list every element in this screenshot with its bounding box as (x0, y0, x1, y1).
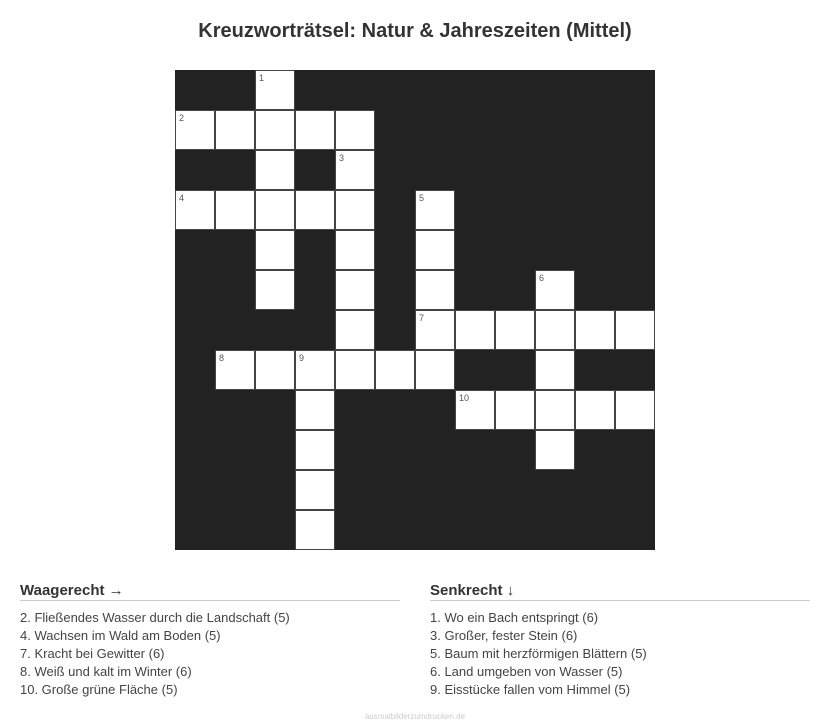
crossword-cell[interactable] (335, 110, 375, 150)
puzzle-title: Kreuzworträtsel: Natur & Jahreszeiten (Mittel) (198, 20, 632, 42)
clue-item: 8. Weiß und kalt im Winter (6) (20, 664, 192, 679)
clue-number: 4 (179, 193, 185, 203)
crossword-cell[interactable] (415, 310, 455, 350)
crossword-cell[interactable] (335, 230, 375, 270)
clue-number: 2 (179, 113, 185, 123)
down-clue-list (430, 609, 810, 699)
crossword-cell[interactable] (415, 230, 455, 270)
across-heading (20, 582, 400, 601)
footer-watermark: ausmalbilderzumdrucken.de (364, 712, 466, 721)
across-clues-section (20, 582, 400, 699)
arrow-down-icon: ↓ (506, 582, 515, 599)
clue-item: 9. Eisstücke fallen vom Himmel (5) (430, 682, 631, 697)
crossword-cell[interactable] (175, 190, 215, 230)
crossword-cell[interactable] (175, 110, 215, 150)
crossword-cell[interactable] (255, 190, 295, 230)
crossword-cell[interactable] (455, 390, 495, 430)
clue-item: 4. Wachsen im Wald am Boden (5) (20, 628, 221, 643)
crossword-cell[interactable] (255, 270, 295, 310)
crossword-cell[interactable] (335, 190, 375, 230)
crossword-cell[interactable] (415, 270, 455, 310)
crossword-cell[interactable] (255, 150, 295, 190)
crossword-cell[interactable] (495, 390, 535, 430)
clue-number: 1 (259, 73, 265, 83)
crossword-cell[interactable] (335, 270, 375, 310)
crossword-cell[interactable] (575, 390, 615, 430)
clue-number: 7 (419, 313, 425, 323)
across-clue-list (20, 609, 400, 699)
crossword-cell[interactable] (615, 390, 655, 430)
clue-number: 5 (419, 193, 425, 203)
crossword-cell[interactable] (495, 310, 535, 350)
down-heading-label: Senkrecht (430, 582, 503, 599)
crossword-cell[interactable] (295, 350, 335, 390)
down-heading (430, 582, 810, 601)
crossword-cell[interactable] (575, 310, 615, 350)
crossword-cell[interactable] (295, 190, 335, 230)
clue-number: 8 (219, 353, 225, 363)
crossword-cell[interactable] (535, 310, 575, 350)
crossword-cell[interactable] (375, 350, 415, 390)
crossword-cell[interactable] (255, 110, 295, 150)
crossword-cell[interactable] (415, 350, 455, 390)
crossword-cell[interactable] (535, 390, 575, 430)
crossword-cell[interactable] (295, 470, 335, 510)
clue-item: 5. Baum mit herzförmigen Blättern (5) (430, 646, 647, 661)
crossword-grid (175, 70, 655, 550)
crossword-cell[interactable] (295, 110, 335, 150)
crossword-cell[interactable] (415, 190, 455, 230)
clue-item: 7. Kracht bei Gewitter (6) (20, 646, 165, 661)
crossword-cell[interactable] (215, 110, 255, 150)
clue-item: 2. Fließendes Wasser durch die Landschaft (5) (20, 610, 290, 625)
clue-number: 9 (299, 353, 305, 363)
crossword-cell[interactable] (335, 310, 375, 350)
down-clues-section (430, 582, 810, 699)
crossword-cell[interactable] (335, 350, 375, 390)
crossword-cell[interactable] (535, 270, 575, 310)
arrow-right-icon: → (108, 582, 124, 599)
crossword-cell[interactable] (255, 350, 295, 390)
crossword-cell[interactable] (295, 390, 335, 430)
clue-number: 6 (539, 273, 545, 283)
crossword-cell[interactable] (335, 150, 375, 190)
clue-item: 10. Große grüne Fläche (5) (20, 682, 178, 697)
clue-item: 1. Wo ein Bach entspringt (6) (430, 610, 599, 625)
clue-item: 6. Land umgeben von Wasser (5) (430, 664, 623, 679)
crossword-cell[interactable] (535, 350, 575, 390)
crossword-cell[interactable] (615, 310, 655, 350)
crossword-cell[interactable] (455, 310, 495, 350)
crossword-cell[interactable] (215, 350, 255, 390)
clue-item: 3. Großer, fester Stein (6) (430, 628, 578, 643)
clue-number: 10 (459, 393, 470, 403)
crossword-cell[interactable] (295, 430, 335, 470)
crossword-cell[interactable] (535, 430, 575, 470)
clue-number: 3 (339, 153, 345, 163)
crossword-cell[interactable] (295, 510, 335, 550)
crossword-cell[interactable] (255, 70, 295, 110)
crossword-cell[interactable] (255, 230, 295, 270)
across-heading-label: Waagerecht (20, 582, 105, 599)
crossword-cell[interactable] (215, 190, 255, 230)
